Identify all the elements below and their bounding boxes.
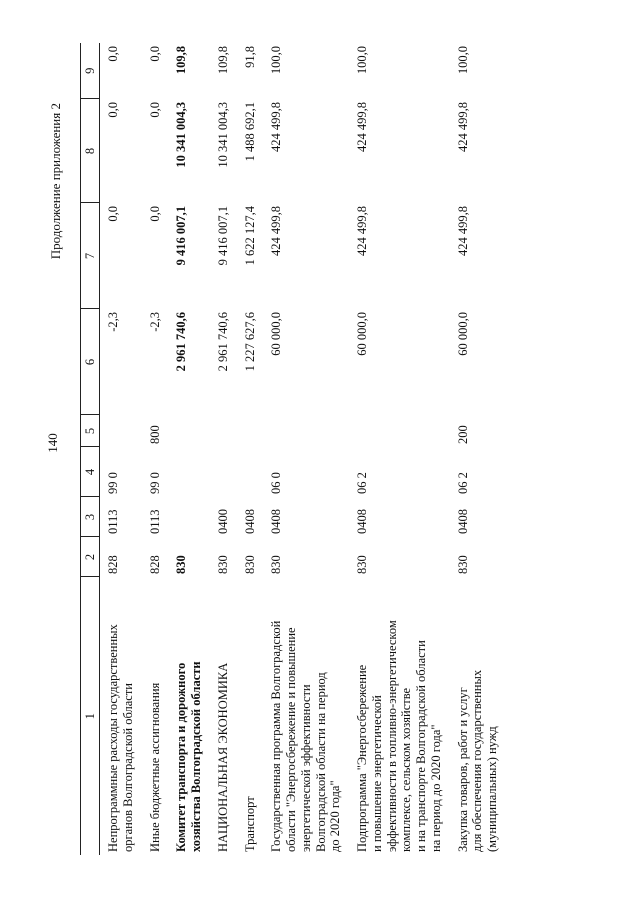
row-cell-7: 9 416 007,1 (215, 206, 230, 266)
row-cell-3: 0408 (455, 509, 470, 534)
row-cell-7: 9 416 007,1 (174, 206, 189, 266)
table-row (100, 43, 142, 855)
row-cell-5 (168, 415, 210, 447)
row-cell-5 (100, 415, 142, 447)
row-cell-6: 2 961 740,6 (174, 312, 189, 372)
header-col-1: 1 (81, 577, 100, 855)
header-col-5: 5 (81, 415, 100, 447)
row-cell-8: 0,0 (106, 102, 120, 118)
row-cell-8: 1 488 692,1 (242, 102, 257, 162)
row-cell-3: 0113 (147, 509, 162, 534)
row-name-cell: Закупка товаров, работ и услуг для обеспечения государственных (муниципальных) нужд (455, 669, 499, 852)
row-cell-9: 109,8 (215, 46, 230, 75)
row-cell-2: 830 (455, 555, 470, 574)
table-row (263, 43, 349, 855)
row-cell-9: 100,0 (269, 46, 284, 75)
header-col-3: 3 (81, 497, 100, 537)
table-header-row (81, 43, 100, 855)
table-body (100, 43, 506, 855)
header-col-8: 8 (81, 99, 100, 203)
header-col-7: 7 (81, 203, 100, 309)
row-name-cell: Транспорт (242, 796, 257, 852)
header-col-6: 6 (81, 309, 100, 415)
row-cell-8: 10 341 004,3 (215, 102, 230, 168)
table-row (237, 43, 264, 855)
row-cell-7: 424 499,8 (455, 206, 470, 256)
row-cell-9: 100,0 (455, 46, 470, 75)
row-cell-6: -2,3 (147, 312, 162, 332)
row-cell-2: 830 (355, 555, 369, 574)
row-cell-3: 0113 (106, 509, 120, 534)
row-cell-2: 830 (269, 555, 284, 574)
row-cell-6: 60 000,0 (355, 312, 369, 356)
row-cell-9: 91,8 (242, 46, 257, 68)
row-cell-4 (237, 447, 264, 497)
row-cell-4: 06 2 (355, 472, 369, 494)
table-row (210, 43, 237, 855)
row-cell-8: 10 341 004,3 (174, 102, 189, 168)
header-col-2: 2 (81, 537, 100, 577)
row-cell-3: 0400 (215, 509, 230, 534)
row-cell-5 (210, 415, 237, 447)
row-cell-6: 60 000,0 (455, 312, 470, 356)
row-name-cell: Иные бюджетные ассигнования (147, 682, 162, 852)
row-cell-8: 424 499,8 (355, 102, 369, 152)
row-cell-9: 0,0 (106, 46, 120, 62)
table-row (450, 43, 506, 855)
row-cell-7: 0,0 (147, 206, 162, 222)
row-cell-6: 60 000,0 (269, 312, 284, 356)
row-cell-5 (349, 415, 450, 447)
row-cell-2: 828 (147, 555, 162, 574)
header-col-9: 9 (81, 43, 100, 99)
row-cell-6: 2 961 740,6 (215, 312, 230, 372)
row-cell-4 (210, 447, 237, 497)
table-row (142, 43, 169, 855)
row-name-cell: НАЦИОНАЛЬНАЯ ЭКОНОМИКА (215, 662, 230, 852)
row-cell-8: 424 499,8 (269, 102, 284, 152)
row-cell-4: 99 0 (106, 472, 120, 494)
row-cell-3: 0408 (355, 509, 369, 534)
table-row (349, 43, 450, 855)
row-name-cell: Государственная программа Волгоградской области "Энергосбережение и повышение энергетической эффективности Волгоградской области на период до 2020 года" (269, 620, 343, 852)
row-cell-3: 0408 (269, 509, 284, 534)
row-cell-2: 830 (215, 555, 230, 574)
table-row (168, 43, 210, 855)
page-number: 140 (45, 433, 60, 453)
row-cell-6: -2,3 (106, 312, 120, 332)
row-cell-7: 1 622 127,4 (242, 206, 257, 266)
row-cell-8: 424 499,8 (455, 102, 470, 152)
header-col-4: 4 (81, 447, 100, 497)
row-cell-2: 830 (242, 555, 257, 574)
row-cell-4: 06 2 (455, 472, 470, 494)
row-cell-4: 99 0 (147, 472, 162, 494)
row-name-cell: Подпрограмма "Энергосбережение и повышение энергетической эффективности в топливно-энергетическом комплексе, сельском хозяйстве и на транспорте Волгоградской области на период до 2020 года" (355, 620, 443, 852)
row-cell-5 (263, 415, 349, 447)
row-cell-3 (168, 497, 210, 537)
row-cell-9: 109,8 (174, 46, 189, 75)
row-cell-6: 1 227 627,6 (242, 312, 257, 372)
row-cell-5: 800 (147, 425, 162, 444)
row-cell-8: 0,0 (147, 102, 162, 118)
row-cell-7: 0,0 (106, 206, 120, 222)
row-cell-7: 424 499,8 (269, 206, 284, 256)
row-cell-4 (168, 447, 210, 497)
row-cell-5: 200 (455, 425, 470, 444)
row-cell-9: 0,0 (147, 46, 162, 62)
row-cell-7: 424 499,8 (355, 206, 369, 256)
row-cell-3: 0408 (242, 509, 257, 534)
row-name-cell: Комитет транспорта и дорожного хозяйства Волгоградской области (174, 661, 203, 852)
row-cell-9: 100,0 (355, 46, 369, 75)
row-name-cell: Непрограммные расходы государственных органов Волгоградской области (106, 624, 135, 852)
continuation-label: Продолжение приложения 2 (48, 103, 63, 260)
row-cell-2: 830 (174, 555, 189, 574)
row-cell-2: 828 (106, 555, 120, 574)
row-cell-5 (237, 415, 264, 447)
row-cell-4: 06 0 (269, 472, 284, 494)
appendix-table (80, 43, 506, 855)
